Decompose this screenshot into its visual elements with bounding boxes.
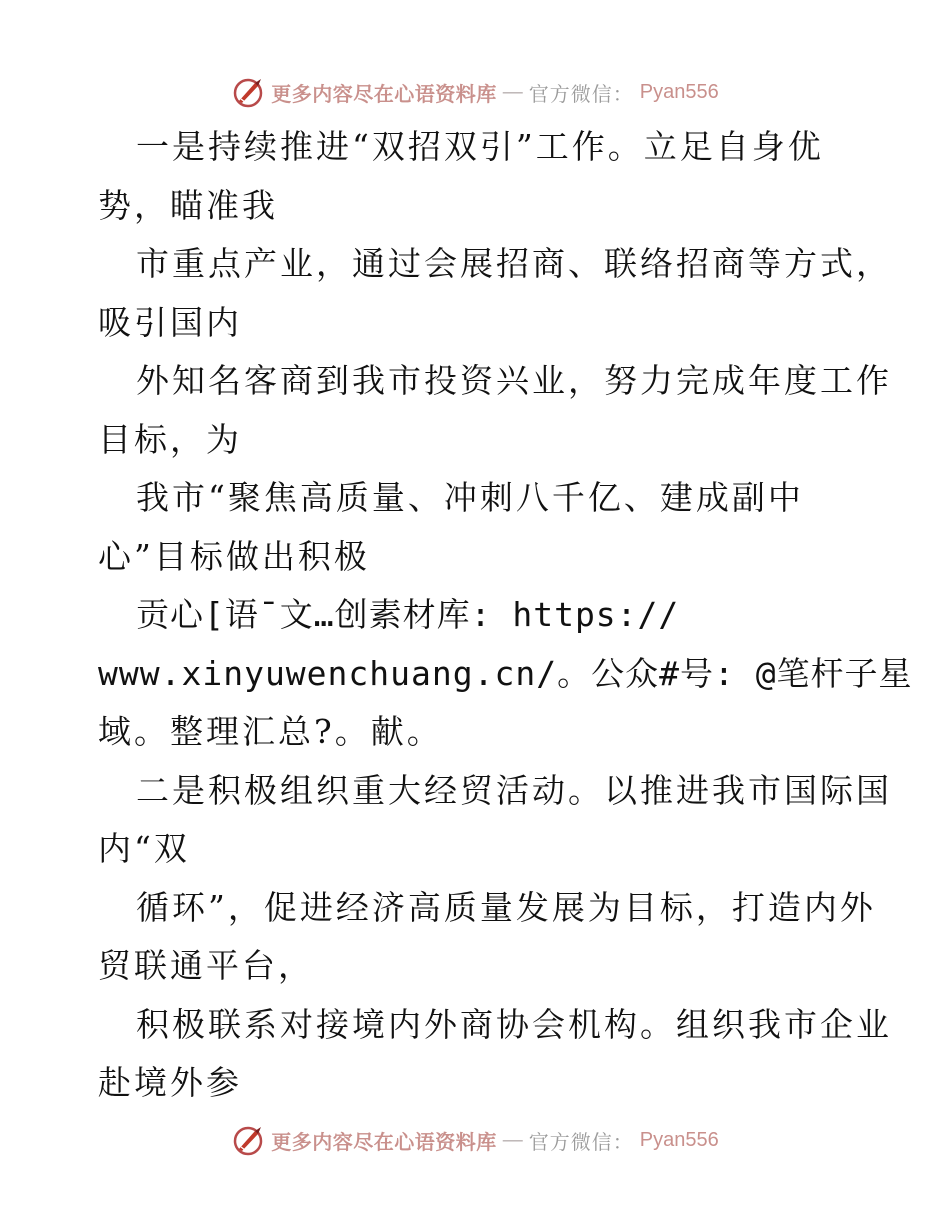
body-line: 循环”，促进经济高质量发展为目标，打造内外: [136, 887, 876, 927]
official-wechat-label: 官方微信：: [528, 1129, 634, 1154]
brand-separator: —: [502, 80, 523, 103]
brand-text: 更多内容尽在心语资料库: [271, 81, 497, 106]
wechat-id: Pyan556: [639, 1128, 719, 1151]
body-line: 一是持续推进“双招双引”工作。立足自身优: [136, 127, 824, 166]
footer-watermark: [0, 1120, 950, 1160]
body-line: 市重点产业，通过会展招商、联络招商等方式，: [136, 244, 892, 283]
official-wechat-label: 官方微信：: [528, 81, 634, 106]
body-line: 域。整理汇总?。献。: [98, 712, 443, 751]
body-line: 吸引国内: [98, 302, 242, 342]
wechat-id: Pyan556: [639, 80, 719, 103]
body-line: 外知名客商到我市投资兴业，努力完成年度工作: [136, 361, 892, 400]
quill-pen-logo-icon: [231, 1123, 265, 1157]
brand-separator: —: [502, 1128, 523, 1151]
body-line: 我市“聚焦高质量、冲刺八千亿、建成副中: [136, 478, 804, 517]
quill-pen-logo-icon: [231, 75, 265, 109]
body-line: 势，瞄准我: [98, 185, 278, 225]
body-line: 目标，为: [98, 419, 242, 459]
body-line: 赴境外参: [98, 1063, 242, 1102]
body-line: 二是积极组织重大经贸活动。以推进我市国际国: [136, 770, 892, 810]
body-line: 贡心[语¯文…创素材库: https://: [136, 595, 680, 634]
header-watermark: [0, 72, 950, 112]
body-line: 心”目标做出积极: [98, 536, 370, 576]
body-line: 积极联系对接境内外商协会机构。组织我市企业: [136, 1004, 892, 1044]
body-line: 内“双: [98, 829, 190, 868]
document-body: [98, 118, 913, 1113]
body-line: www.xinyuwenchuang.cn/。公众#号: @笔杆子星: [98, 653, 913, 693]
brand-text: 更多内容尽在心语资料库: [271, 1129, 497, 1154]
body-line: 贸联通平台，: [98, 946, 314, 985]
